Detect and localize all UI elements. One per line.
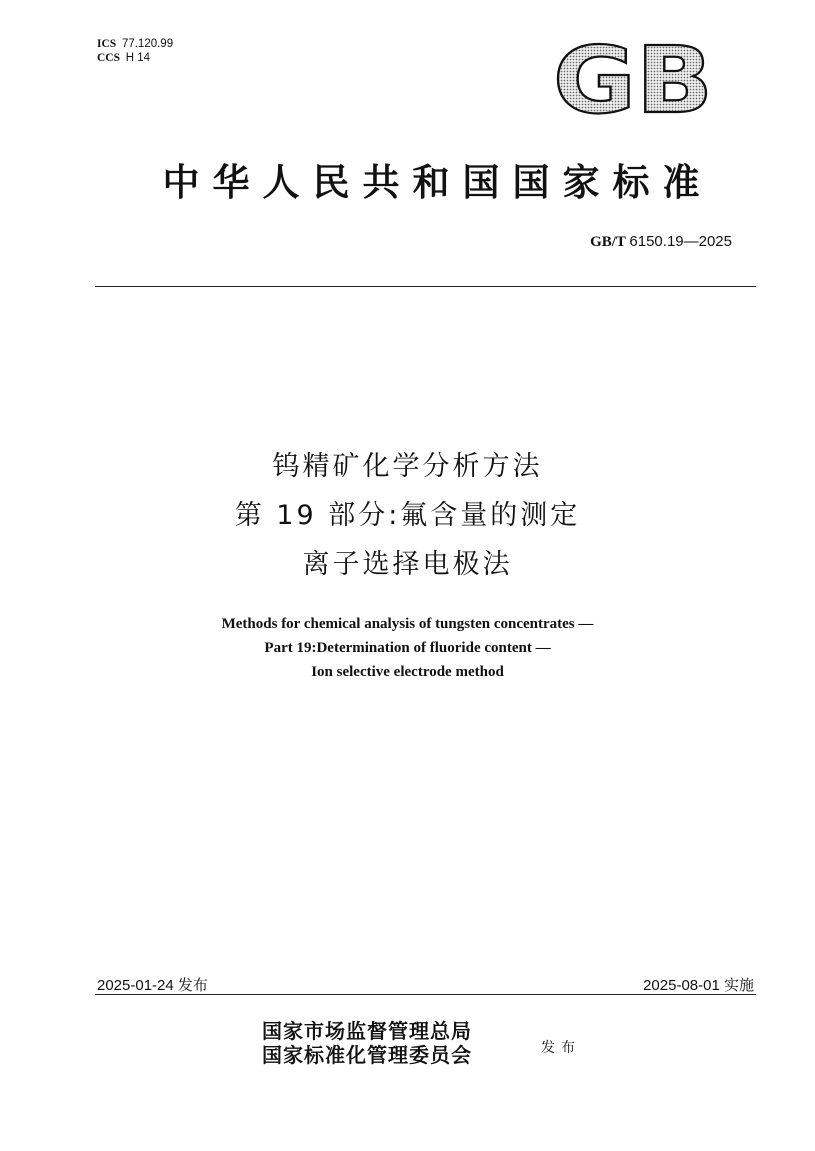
standard-code: 6150.19—2025 xyxy=(629,233,732,250)
issue-date: 2025-01-24 发布 xyxy=(97,977,208,994)
implementation-date: 2025-08-01 实施 xyxy=(643,977,754,994)
national-standard-title: 中华人民共和国国家标准 xyxy=(162,160,713,204)
chinese-title-line-2: 第 19 部分:氟含量的测定 xyxy=(234,500,581,531)
ccs-value: H 14 xyxy=(125,52,151,64)
classification-codes xyxy=(97,37,173,65)
chinese-title-line-3: 离子选择电极法 xyxy=(302,549,513,580)
chinese-title-line-1: 钨精矿化学分析方法 xyxy=(272,451,543,482)
english-title-line-1: Methods for chemical analysis of tungsten concentrates — xyxy=(221,616,594,632)
ccs-label: CCS xyxy=(97,52,121,64)
issuer-sac: 国家标准化管理委员会 xyxy=(262,1043,472,1067)
gb-logo xyxy=(548,40,718,120)
ics-code xyxy=(97,37,173,51)
english-title-line-2: Part 19:Determination of fluoride content — xyxy=(264,640,551,656)
issuing-authorities xyxy=(262,1019,472,1067)
chinese-title xyxy=(0,442,815,589)
standard-prefix: GB/T xyxy=(590,234,626,250)
svg-text:GB: GB xyxy=(553,40,713,120)
english-title xyxy=(0,612,815,684)
english-title-line-3: Ion selective electrode method xyxy=(311,664,504,680)
header-divider xyxy=(95,286,756,287)
ics-label: ICS xyxy=(97,38,117,50)
footer-divider xyxy=(95,994,756,995)
ics-value: 77.120.99 xyxy=(121,38,174,50)
publish-label: 发布 xyxy=(541,1040,581,1056)
issuer-samr: 国家市场监督管理总局 xyxy=(262,1019,472,1043)
standard-number xyxy=(590,233,732,251)
ccs-code xyxy=(97,51,173,65)
